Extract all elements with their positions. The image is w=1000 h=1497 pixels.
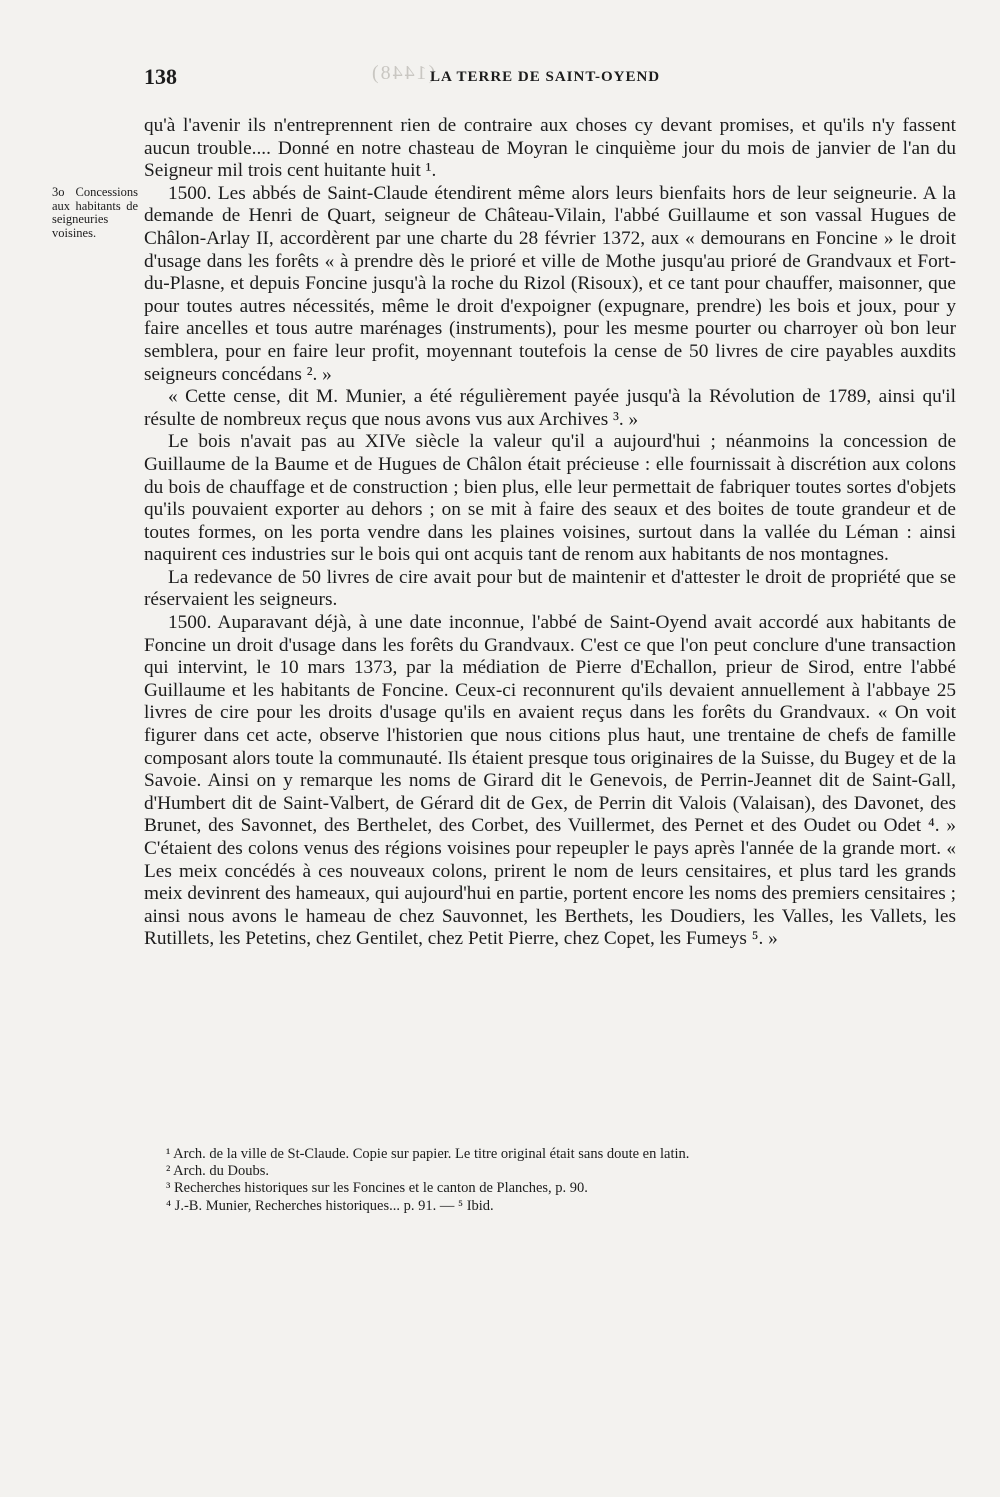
- bleed-through-text: (1448): [370, 62, 436, 84]
- body-text: [144, 115, 956, 951]
- footnote-1: ¹ Arch. de la ville de St-Claude. Copie sur papier. Le titre original était sans doute en latin.: [166, 1146, 690, 1162]
- paragraph-6: 1500. Auparavant déjà, à une date inconnue, l'abbé de Saint-Oyend avait accordé aux habitants de Foncine un droit d'usage dans les forêts du Grandvaux. C'est ce que l'on peut conclure d'une transaction qui intervint, le 10 mars 1373, par la médiation de Pierre d'Echallon, prieur de Sirod, entre l'abbé Guillaume et les habitants de Foncine. Ceux-ci reconnurent qu'ils devaient annuellement à l'abbaye 25 livres de cire pour les droits d'usage qu'ils en avaient reçus dans les forêts du Grandvaux. « On voit figurer dans cet acte, observe l'historien que nous citions plus haut, une trentaine de chefs de famille composant alors toute la communauté. Ils étaient presque tous originaires de la Suisse, du Bugey et de la Savoie. Ainsi on y remarque les noms de Girard dit le Genevois, de Perrin-Jeannet dit de Saint-Gall, d'Humbert dit de Saint-Valbert, de Gérard dit de Gex, de Perrin dit Valois (Valaisan), des Davonet, des Brunet, des Savonnet, des Berthelet, des Corbet, des Vuillermet, des Pernet et des Oudet ou Odet ⁴. » C'étaient des colons venus des régions voisines pour repeupler le pays après l'année de la grande mort. « Les meix concédés à ces nouveaux colons, prirent le nom de leurs censitaires, et plus tard les grands meix devinrent des hameaux, qui aujourd'hui en partie, portent encore les noms des premiers censitaires ; ainsi nous avons le hameau de chez Sauvonnet, les Berthets, les Doudiers, les Valles, les Vallets, les Rutillets, les Petetins, chez Gentilet, chez Petit Pierre, chez Copet, les Fumeys ⁵. »: [144, 612, 956, 950]
- footnotes: [144, 1146, 956, 1215]
- paragraph-4: Le bois n'avait pas au XIVe siècle la valeur qu'il a aujourd'hui ; néanmoins la concession de Guillaume de la Baume et de Hugues de Châlon était précieuse : elle fournissait à discrétion aux colons du bois de chauffage et de construction ; bien plus, elle leur permettait de fabriquer toutes sortes d'objets qu'ils pouvaient exporter au dehors ; on se mit à faire des seaux et des boites de toute grandeur et de toutes formes, on les porta vendre dans les plaines voisines, surtout dans la vallée du Léman : ainsi naquirent ces industries sur le bois qui ont acquis tant de renom aux habitants de nos montagnes.: [144, 431, 956, 566]
- running-head: [144, 64, 956, 92]
- paragraph-5: La redevance de 50 livres de cire avait pour but de maintenir et d'attester le droit de propriété que se réservaient les seigneurs.: [144, 566, 956, 611]
- footnote-3: ³ Recherches historiques sur les Foncines et le canton de Planches, p. 90.: [166, 1180, 588, 1197]
- footnote-4: ⁴ J.-B. Munier, Recherches historiques... p. 91. — ⁵ Ibid.: [166, 1197, 494, 1214]
- footnote-2: ² Arch. du Doubs.: [166, 1163, 270, 1180]
- running-title: LA TERRE DE SAINT-OYEND: [430, 69, 661, 85]
- margin-note: 3o Concessions aux habitants de seigneuries voisines.: [52, 185, 138, 240]
- paragraph-3: « Cette cense, dit M. Munier, a été régulièrement payée jusqu'à la Révolution de 1789, ainsi qu'il résulte de nombreux reçus que nous avons vus aux Archives ³. »: [144, 386, 956, 430]
- paragraph-2: 1500. Les abbés de Saint-Claude étendirent même alors leurs bienfaits hors de leur seigneurie. A la demande de Henri de Quart, seigneur de Château-Vilain, l'abbé Guillaume et son vassal Hugues de Châlon-Arlay II, accordèrent par une charte du 28 février 1372, aux « demourans en Foncine » le droit d'usage dans les forêts « à prendre dès le prioré et ville de Mothe jusqu'au prioré de Grandvaux et Fort-du-Plasne, et depuis Foncine jusqu'à la roche du Rizol (Risoux), et ce tant pour chauffer, maisonner, que pour toutes autres nécessités, même le droit d'expoigner (expugnare, prendre) les bois et joux, pour y faire ancelles et tous autre marénages (instruments), pour les mesme pourter ou charroyer où bon leur semblera, pour en faire leur profit, moyennant toutefois la cense de 50 livres de cire payables auxdits seigneurs concédans ². »: [144, 182, 956, 385]
- page-number: 138: [144, 64, 177, 89]
- paragraph-1: qu'à l'avenir ils n'entreprennent rien de contraire aux choses cy devant promises, et qu'ils n'y fassent aucun trouble.... Donné en notre chasteau de Moyran le cinquième jour du mois de janvier de l'an du Seigneur mil trois cent huitante huit ¹.: [144, 115, 956, 182]
